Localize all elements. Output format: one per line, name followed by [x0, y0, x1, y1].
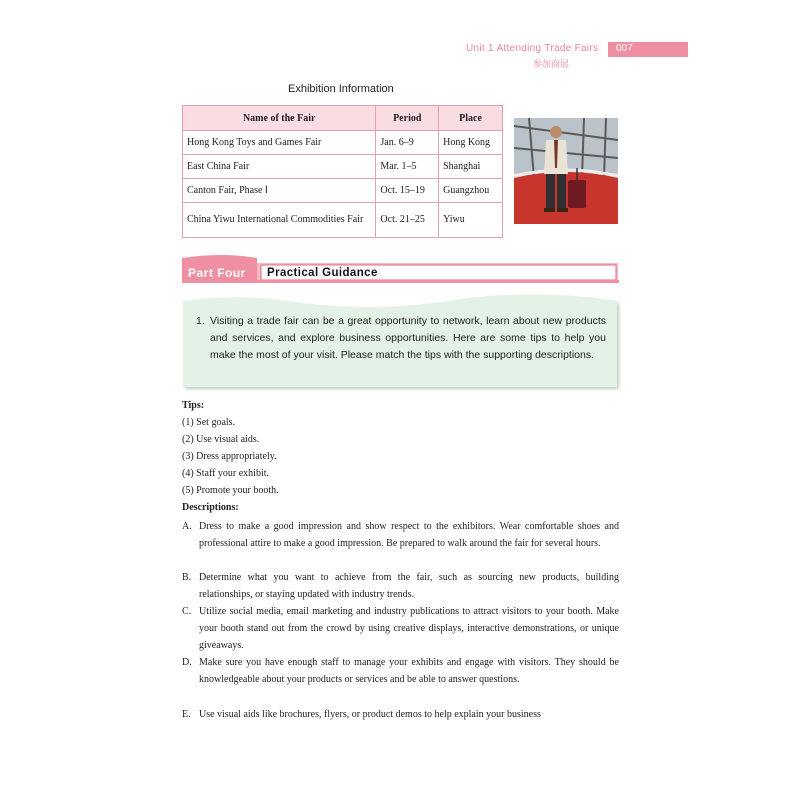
description-text: Use visual aids like brochures, flyers, or product demos to help explain your business	[199, 709, 541, 720]
table-cell: Oct. 21–25	[376, 203, 439, 238]
section-title: Practical Guidance	[267, 267, 378, 279]
column-header: Period	[376, 106, 439, 131]
table-header-row	[183, 106, 503, 131]
tip-item: (1) Set goals.	[182, 417, 236, 428]
column-header: Name of the Fair	[183, 106, 376, 131]
traveller-photo	[514, 118, 618, 224]
description-label: E.	[182, 709, 191, 720]
section-banner	[182, 254, 619, 284]
column-header: Place	[439, 106, 503, 131]
description-item	[182, 706, 619, 723]
table-row	[183, 155, 503, 179]
page-number: 007	[616, 43, 633, 54]
table-cell: Hong Kong	[439, 131, 503, 155]
description-label: C.	[182, 606, 192, 617]
table-row	[183, 203, 503, 238]
description-text: Make sure you have enough staff to manage your exhibits and engage with visitors. They should be knowledgeable about your products or services and be able to answer questions.	[199, 657, 619, 685]
instruction-text	[196, 313, 606, 364]
tip-item: (2) Use visual aids.	[182, 434, 260, 445]
table-cell: Shanghai	[439, 155, 503, 179]
table-cell: Oct. 15–19	[376, 179, 439, 203]
table-cell: Yiwu	[439, 203, 503, 238]
description-item	[182, 518, 619, 552]
instruction-body: Visiting a trade fair can be a great opportunity to network, learn about new products and services, and explore business opportunities. Here are some tips to help you make the most of your visit. Please match the tips with the supporting descriptions.	[210, 315, 606, 361]
tip-item: (5) Promote your booth.	[182, 485, 279, 496]
description-item	[182, 603, 619, 654]
description-text: Determine what you want to achieve from the fair, such as sourcing new products, building relationships, or staying updated with industry trends.	[199, 572, 619, 600]
table-cell: East China Fair	[183, 155, 376, 179]
tip-item: (4) Staff your exhibit.	[182, 468, 270, 479]
table-row	[183, 179, 503, 203]
chinese-unit-title: 参加商展	[533, 59, 570, 69]
description-label: A.	[182, 521, 192, 532]
table-cell: Mar. 1–5	[376, 155, 439, 179]
tips-heading: Tips:	[182, 400, 205, 411]
descriptions-heading: Descriptions:	[182, 502, 239, 513]
table-cell: Canton Fair, Phase Ⅰ	[183, 179, 376, 203]
description-text: Dress to make a good impression and show respect to the exhibitors. Wear comfortable shoes and professional attire to make a good impression. Be prepared to walk around the fair for several hours.	[199, 521, 619, 549]
table-cell: Hong Kong Toys and Games Fair	[183, 131, 376, 155]
description-label: D.	[182, 657, 192, 668]
part-label: Part Four	[188, 266, 246, 280]
exhibition-table	[182, 105, 503, 238]
table-cell: Jan. 6–9	[376, 131, 439, 155]
description-item	[182, 569, 619, 603]
tip-item: (3) Dress appropriately.	[182, 451, 277, 462]
table-cell: Guangzhou	[439, 179, 503, 203]
description-text: Utilize social media, email marketing and industry publications to attract visitors to your booth. Make your booth stand out from the crowd by using creative displays, interactive demonstrations, or unique giveaways.	[199, 606, 619, 651]
description-label: B.	[182, 572, 192, 583]
table-caption: Exhibition Information	[288, 83, 394, 95]
table-row	[183, 131, 503, 155]
instruction-number: 1.	[196, 315, 205, 327]
unit-title: Unit 1 Attending Trade Fairs	[466, 43, 599, 54]
description-item	[182, 654, 619, 688]
table-cell: China Yiwu International Commodities Fair	[183, 203, 376, 238]
